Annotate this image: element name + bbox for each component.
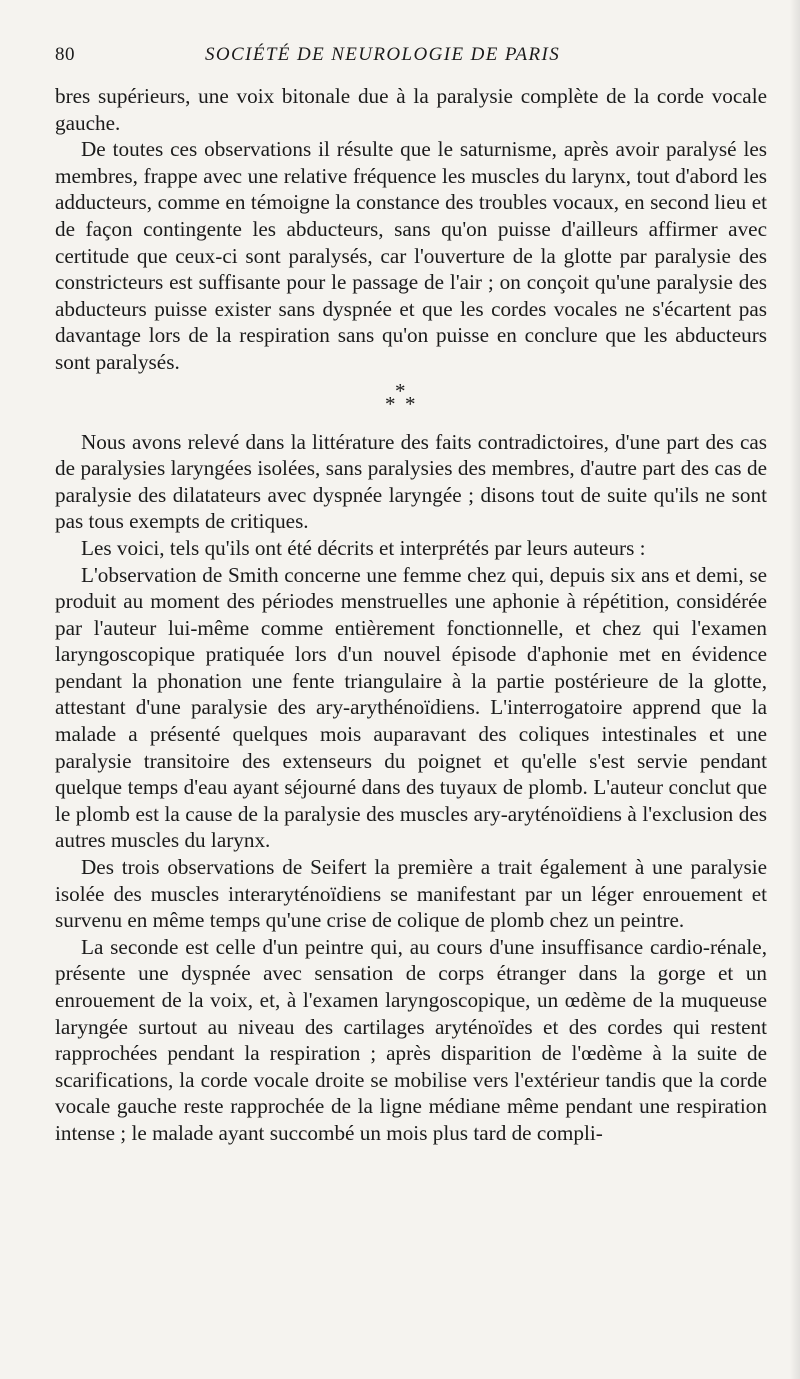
asterism-star: * — [385, 391, 396, 416]
paragraph-seifert-second: La seconde est celle d'un peintre qui, au cours d'une insuffisance cardio-rénale, présente une dyspnée avec sensation de corps étranger dans la gorge et un enrouement de la voix, et, à l'examen laryngoscopique, un œdème de la muqueuse laryngée surtout au niveau des cartilages aryténoïdes et des cordes qui restent rapprochées pendant la respiration ; après disparition de l'œdème à la suite de scarifications, la corde vocale droite se mobilise vers l'extérieur tandis que la corde vocale gauche reste rapprochée de la ligne médiane même pendant une respiration intense ; le malade ayant succombé un mois plus tard de compli- — [55, 934, 767, 1145]
asterism-star: * — [405, 391, 416, 416]
page-number: 80 — [55, 44, 75, 65]
page-edge-shadow — [790, 0, 800, 1379]
paragraph-intro-list: Les voici, tels qu'ils ont été décrits et interprétés par leurs auteurs : — [81, 535, 646, 560]
paragraph-continuation: bres supérieurs, une voix bitonale due à la paralysie complète de la corde vocale gauche. — [55, 84, 767, 135]
body-text — [55, 83, 767, 1147]
paragraph-contradictory-facts: Nous avons relevé dans la littérature des faits contradictoires, d'une part des cas de paralysies laryngées isolées, sans paralysies des membres, d'autre part des cas de paralysie des dilatateurs avec dyspnée laryngée ; disons tout de suite qu'ils ne sont pas tous exempts de critiques. — [55, 429, 767, 534]
paragraph-seifert-first: Des trois observations de Seifert la première a trait également à une paralysie isolée des muscles interaryténoïdiens se manifestant par un léger enrouement et survenu en même temps qu'une crise de colique de plomb chez un peintre. — [55, 855, 767, 933]
page-header — [55, 44, 765, 74]
paragraph-smith: L'observation de Smith concerne une femme chez qui, depuis six ans et demi, se produit au moment des périodes menstruelles une aphonie à répétition, considérée par l'auteur lui-même comme entièrement fonctionnelle, et chez qui l'examen laryngoscopique pratiquée lors d'un nouvel épisode d'aphonie met en évidence pendant la phonation une fente triangulaire à la partie postérieure de la glotte, attestant d'une paralysie des ary-arythénoïdiens. L'interrogatoire apprend que la malade a présenté quelques mois auparavant des coliques intestinales et une paralysie transitoire des extenseurs du poignet et qu'elle s'est servie pendant quelque temps d'eau ayant séjourné dans des tuyaux de plomb. L'auteur conclut que le plomb est la cause de la paralysie des muscles ary-aryténoïdiens à l'exclusion des autres muscles du larynx. — [55, 562, 767, 853]
running-title: SOCIÉTÉ DE NEUROLOGIE DE PARIS — [205, 44, 561, 65]
section-break-asterism — [373, 376, 433, 429]
asterism-star: * — [395, 378, 406, 403]
paragraph-conclusion: De toutes ces observations il résulte que le saturnisme, après avoir paralysé les membres, frappe avec une relative fréquence les muscles du larynx, tout d'abord les adducteurs, comme en témoigne la constance des troubles vocaux, en second lieu et de façon contingente les abducteurs, sans qu'on puisse d'ailleurs affirmer avec certitude que ceux-ci sont paralysés, car l'ouverture de la glotte par paralysie des constricteurs est suffisante pour le passage de l'air ; on conçoit qu'une paralysie des abducteurs puisse exister sans dyspnée et que les cordes vocales ne s'écartent pas davantage lors de la respiration sans qu'on puisse en conclure que les abducteurs sont paralysés. — [55, 137, 767, 374]
